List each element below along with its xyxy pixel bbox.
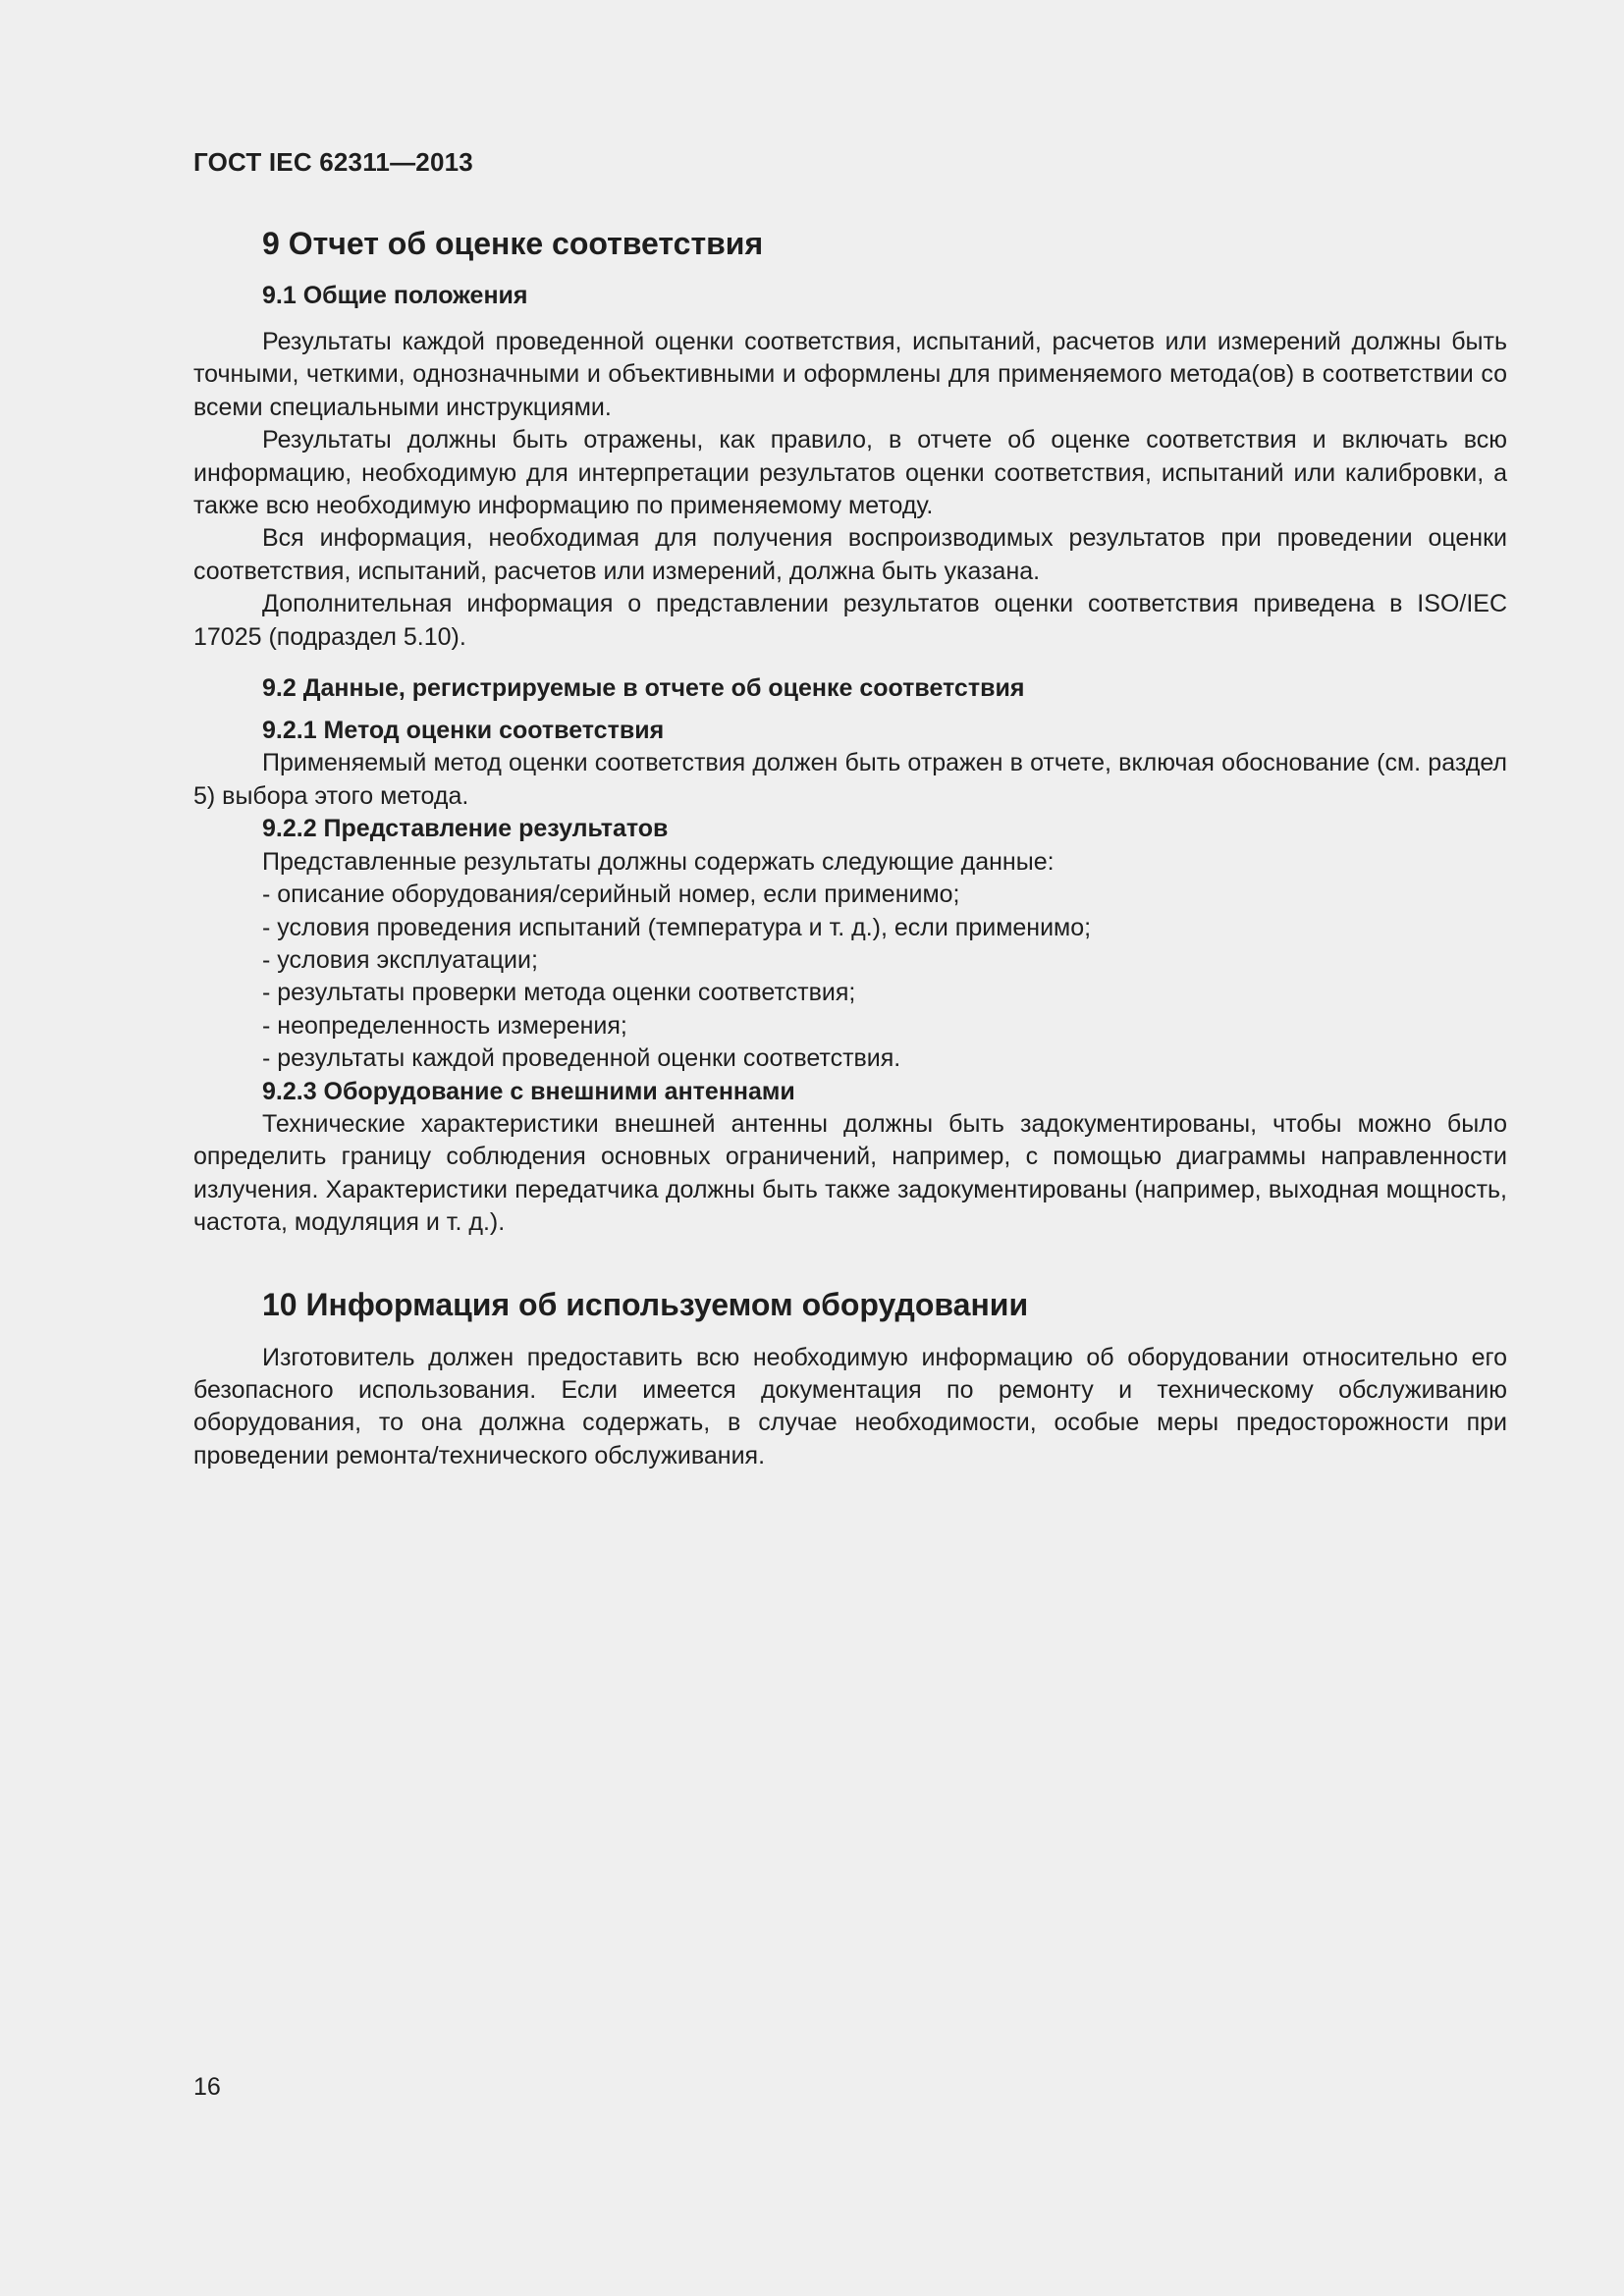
document-code: ГОСТ IEC 62311—2013 [193, 147, 473, 177]
section-9-2-2-intro: Представленные результаты должны содержать следующие данные: [262, 847, 1055, 876]
section-10-text: Изготовитель должен предоставить всю необходимую информацию об оборудовании относительно его безопасного использования. Если имеется документация по ремонту и техническому обслуживанию оборудования, то она должна содержать, в случае необходимости, особые меры предосторожности при проведении ремонта/технического обслуживания. [193, 1343, 1507, 1469]
list-item: - результаты каждой проведенной оценки соответствия. [262, 1044, 901, 1073]
section-9-title: 9 Отчет об оценке соответствия [262, 226, 764, 261]
section-9-1-paragraph: Вся информация, необходимая для получения воспроизводимых результатов при проведении оценки соответствия, испытаний, расчетов или измерений, должна быть указана. [193, 524, 1507, 585]
section-9-1-paragraph: Результаты каждой проведенной оценки соответствия, испытаний, расчетов или измерений должны быть точными, четкими, однозначными и объективными и оформлены для применяемого метода(ов) в соответствии со всеми специальными инструкциями. [193, 328, 1507, 421]
list-item: - условия проведения испытаний (температура и т. д.), если применимо; [262, 913, 1092, 941]
section-9-1-title: 9.1 Общие положения [262, 282, 528, 309]
section-9-2-3-title: 9.2.3 Оборудование с внешними антеннами [262, 1077, 795, 1105]
section-10-title: 10 Информация об используемом оборудовании [262, 1286, 1029, 1322]
section-9-2-2-title: 9.2.2 Представление результатов [262, 815, 669, 843]
section-9-1-paragraph: Дополнительная информация о представлении результатов оценки соответствия приведена в ISO/IEC 17025 (подраздел 5.10). [193, 590, 1507, 651]
list-item: - результаты проверки метода оценки соответствия; [262, 979, 856, 1007]
section-9-2-1-text: Применяемый метод оценки соответствия должен быть отражен в отчете, включая обоснование (см. раздел 5) выбора этого метода. [193, 749, 1507, 810]
page-number: 16 [193, 2073, 221, 2101]
list-item: - условия эксплуатации; [262, 945, 538, 974]
results-list [193, 879, 1507, 1075]
list-item: - описание оборудования/серийный номер, если применимо; [262, 881, 960, 909]
section-9-2-1-title: 9.2.1 Метод оценки соответствия [262, 717, 665, 745]
list-item: - неопределенность измерения; [262, 1011, 627, 1040]
section-9-1-paragraph: Результаты должны быть отражены, как правило, в отчете об оценке соответствия и включать всю информацию, необходимую для интерпретации результатов оценки соответствия, испытаний или калибровки, а также всю необходимую информацию по применяемому методу. [193, 426, 1507, 520]
section-9-2-3-text: Технические характеристики внешней антенны должны быть задокументированы, чтобы можно было определить границу соблюдения основных ограничений, например, с помощью диаграммы направленности излучения. Характеристики передатчика должны быть также задокументированы (например, выходная мощность, частота, модуляция и т. д.). [193, 1109, 1507, 1237]
section-9-2-title: 9.2 Данные, регистрируемые в отчете об оценке соответствия [262, 674, 1025, 703]
document-body [193, 222, 1507, 1472]
